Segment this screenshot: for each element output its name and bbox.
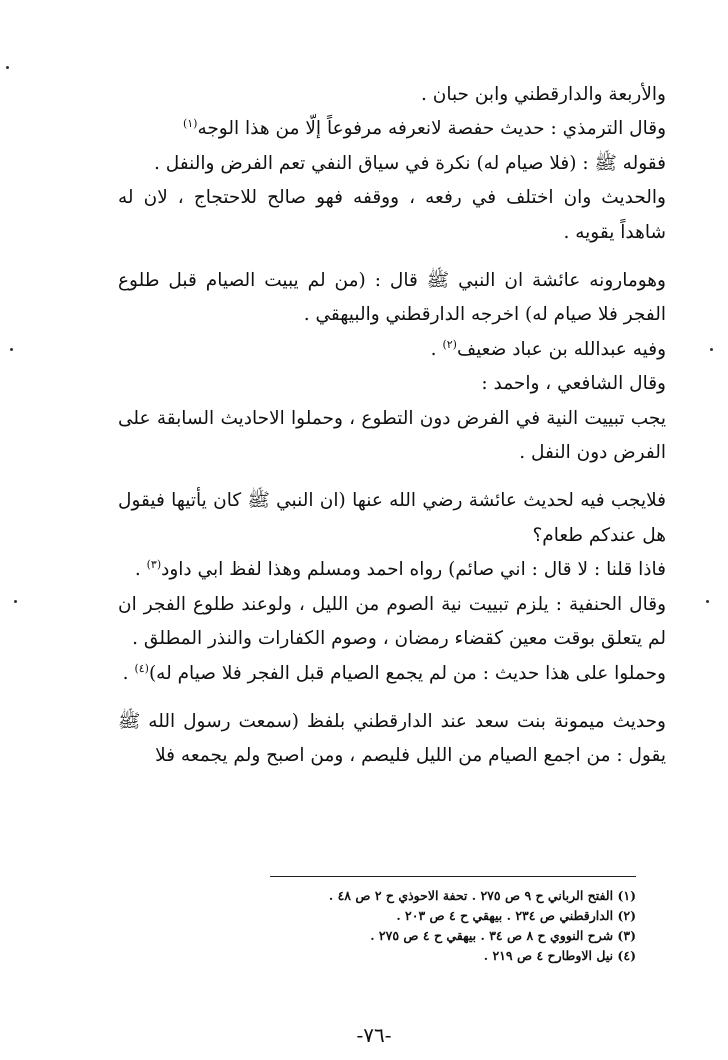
- paragraph: يجب تبييت النية في الفرض دون التطوع ، وحملوا الاحاديث السابقة على الفرض دون النفل .: [118, 407, 666, 464]
- scan-speck: [706, 600, 709, 603]
- paragraph: فلايجب فيه لحديث عائشة رضي الله عنها (ان النبي ﷺ كان يأتيها فيقول هل عندكم طعام؟: [118, 490, 666, 546]
- paragraph: وحديث ميمونة بنت سعد عند الدارقطني بلفظ (سمعت رسول الله ﷺ يقول : من اجمع الصيام من الليل فليصم ، ومن اصبح ولم يجمعه فلا: [118, 710, 666, 767]
- footnote: (٣) شرح النووي ح ٨ ص ٣٤ . بيهقي ح ٤ ص ٢٧٥ .: [370, 928, 636, 943]
- footnote-ref: (٣): [146, 558, 162, 572]
- paragraph: والأربعة والدارقطني وابن حبان .: [420, 84, 666, 105]
- scan-speck: [6, 66, 9, 69]
- scan-speck: [10, 348, 13, 351]
- footnote: (١) الفتح الرباني ح ٩ ص ٢٧٥ . تحفة الاحوذي ح ٢ ص ٤٨ .: [328, 888, 636, 903]
- paragraph: وهومارونه عائشة ان النبي ﷺ قال : (من لم يبيت الصيام قبل طلوع الفجر فلا صيام له) اخرجه الدارقطني والبيهقي .: [118, 270, 666, 326]
- paragraph: وقال الشافعي ، واحمد :: [481, 373, 666, 395]
- footnote-divider: [270, 876, 636, 877]
- paragraph: وحملوا على هذا حديث : من لم يجمع الصيام قبل الفجر فلا صيام له)$^{(٤)}$ .: [122, 661, 666, 684]
- scan-speck: [710, 348, 713, 351]
- footnote: (٤) نيل الاوطارح ٤ ص ٢١٩ .: [483, 948, 636, 963]
- footnote-ref: (١): [182, 117, 198, 131]
- paragraph: فقوله ﷺ : (فلا صيام له) نكرة في سياق النفي تعم الفرض والنفل .: [154, 152, 666, 174]
- footnote-ref: (٤): [134, 661, 149, 675]
- footnote: (٢) الدارقطني ص ٢٣٤ . بيهقي ح ٤ ص ٢٠٣ .: [396, 908, 636, 923]
- main-text: [118, 78, 666, 774]
- paragraph: وقال الحنفية : يلزم تبييت نية الصوم من الليل ، ولوعند طلوع الفجر ان لم يتعلق بوقت معين كقضاء رمضان ، وصوم الكفارات والنذر المطلق .: [118, 593, 666, 650]
- paragraph: فاذا قلنا : لا قال : اني صائم) رواه احمد ومسلم وهذا لفظ ابي داود$^{(٣)}$ .: [134, 558, 666, 581]
- paragraph: والحديث وان اختلف في رفعه ، ووقفه فهو صالح للاحتجاج ، لان له شاهداً يقويه .: [118, 187, 666, 243]
- footnote-ref: (٢): [442, 337, 457, 351]
- paragraph: وفيه عبدالله بن عباد ضعيف$^{(٢)}$ .: [430, 337, 666, 360]
- footnotes: [250, 886, 636, 966]
- scan-speck: [14, 600, 17, 603]
- paragraph: وقال الترمذي : حديث حفصة لانعرفه مرفوعاً إلّا من هذا الوجه$^{(١)}$: [182, 117, 666, 140]
- page-number: -٧٦-: [356, 1023, 392, 1047]
